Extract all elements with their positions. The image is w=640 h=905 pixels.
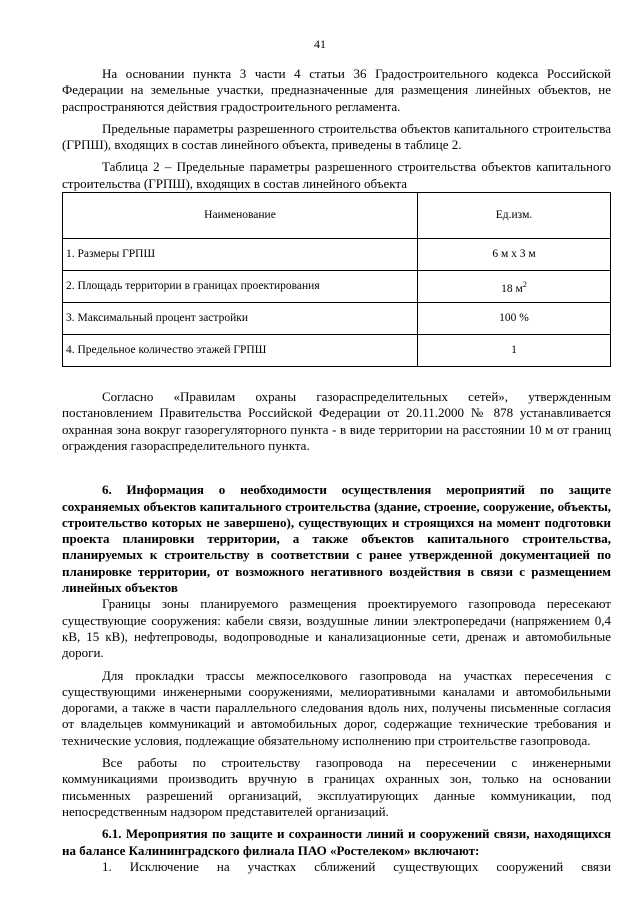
- row-name: 1. Размеры ГРПШ: [63, 239, 418, 271]
- document-body: [62, 66, 611, 881]
- row-name: 4. Предельное количество этажей ГРПШ: [63, 335, 418, 367]
- section-heading: 6. Информация о необходимости осуществления мероприятий по защите сохраняемых объектов капитального строительства (здание, строение, сооружение, объекты, строительство которых не завершено), существующих и строящихся на момент подготовки проекта планировки территории, а также объектов капитального строительства, планируемых к строительству в соответствии с ранее утвержденной документацией по планировке территории, от возможного негативного воздействия в связи с размещением линейных объектов: [62, 482, 611, 596]
- row-unit-superscript: 2: [522, 279, 527, 289]
- paragraph-parameters: Предельные параметры разрешенного строительства объектов капитального строительства (ГРПШ), входящих в состав линейного объекта, приведены в таблице 2.: [62, 120, 611, 153]
- row-name: 3. Максимальный процент застройки: [63, 303, 418, 335]
- list-item: 1. Исключение на участках сближений существующих сооружений связи: [102, 858, 611, 874]
- row-unit: [418, 271, 611, 303]
- paragraph-regulation: На основании пункта 3 части 4 статьи 36 Градостроительного кодекса Российской Федерации на земельные участки, предназначенные для размещения линейных объектов, не распространяются действия градостроительного регламента.: [62, 66, 611, 114]
- table-header-row: [63, 193, 611, 239]
- table-row: [63, 303, 611, 335]
- row-name: 2. Площадь территории в границах проектирования: [63, 271, 418, 303]
- paragraph-crossings: Границы зоны планируемого размещения проектируемого газопровода пересекают существующие сооружения: кабели связи, воздушные линии электропередачи (напряжением 0,4 кВ, 15 кВ), нефтепроводы, водопроводные и канализационные сети, дренаж и автомобильные дороги.: [62, 596, 611, 661]
- row-unit: 100 %: [418, 303, 611, 335]
- column-header-unit: Ед.изм.: [418, 193, 611, 239]
- row-unit: 1: [418, 335, 611, 367]
- table-row: [63, 335, 611, 367]
- table-caption: Таблица 2 – Предельные параметры разрешенного строительства объектов капитального строительства (ГРПШ), входящих в состав линейного объекта: [62, 159, 611, 191]
- column-header-name: Наименование: [63, 193, 418, 239]
- paragraph-protection-zone: Согласно «Правилам охраны газораспределительных сетей», утвержденным постановлением Правительства Российской Федерации от 20.11.2000 № 878 устанавливается охранная зона вокруг газорегуляторного пункта - в виде территории на расстоянии 10 м от границ ограждения газораспределительного пункта.: [62, 389, 611, 453]
- page-number: 41: [314, 37, 326, 51]
- parameters-table: [62, 192, 611, 367]
- paragraph-works: Все работы по строительству газопровода на пересечении с инженерными коммуникациями производить вручную в границах охранных зон, только на основании письменных разрешений организаций, эксплуатирующих данные коммуникации, под непосредственным надзором представителей организаций.: [62, 755, 611, 819]
- table-row: [63, 271, 611, 303]
- paragraph-consents: Для прокладки трассы межпоселкового газопровода на участках пересечения с существующими инженерными сооружениями, мелиоративными каналами и автомобильными дорогами, а также в части параллельного следования вдоль них, получены письменные согласия от владельцев коммуникаций и автомобильных дорог, содержащие технические требования и технические условия, подлежащие обязательному исполнению при строительстве газопровода.: [62, 667, 611, 748]
- subsection-heading: 6.1. Мероприятия по защите и сохранности линий и сооружений связи, находящихся на балансе Калининградского филиала ПАО «Ростелеком» включают:: [62, 826, 611, 858]
- row-unit: 6 м х 3 м: [418, 239, 611, 271]
- table-row: [63, 239, 611, 271]
- row-unit-value: 18 м: [501, 282, 523, 295]
